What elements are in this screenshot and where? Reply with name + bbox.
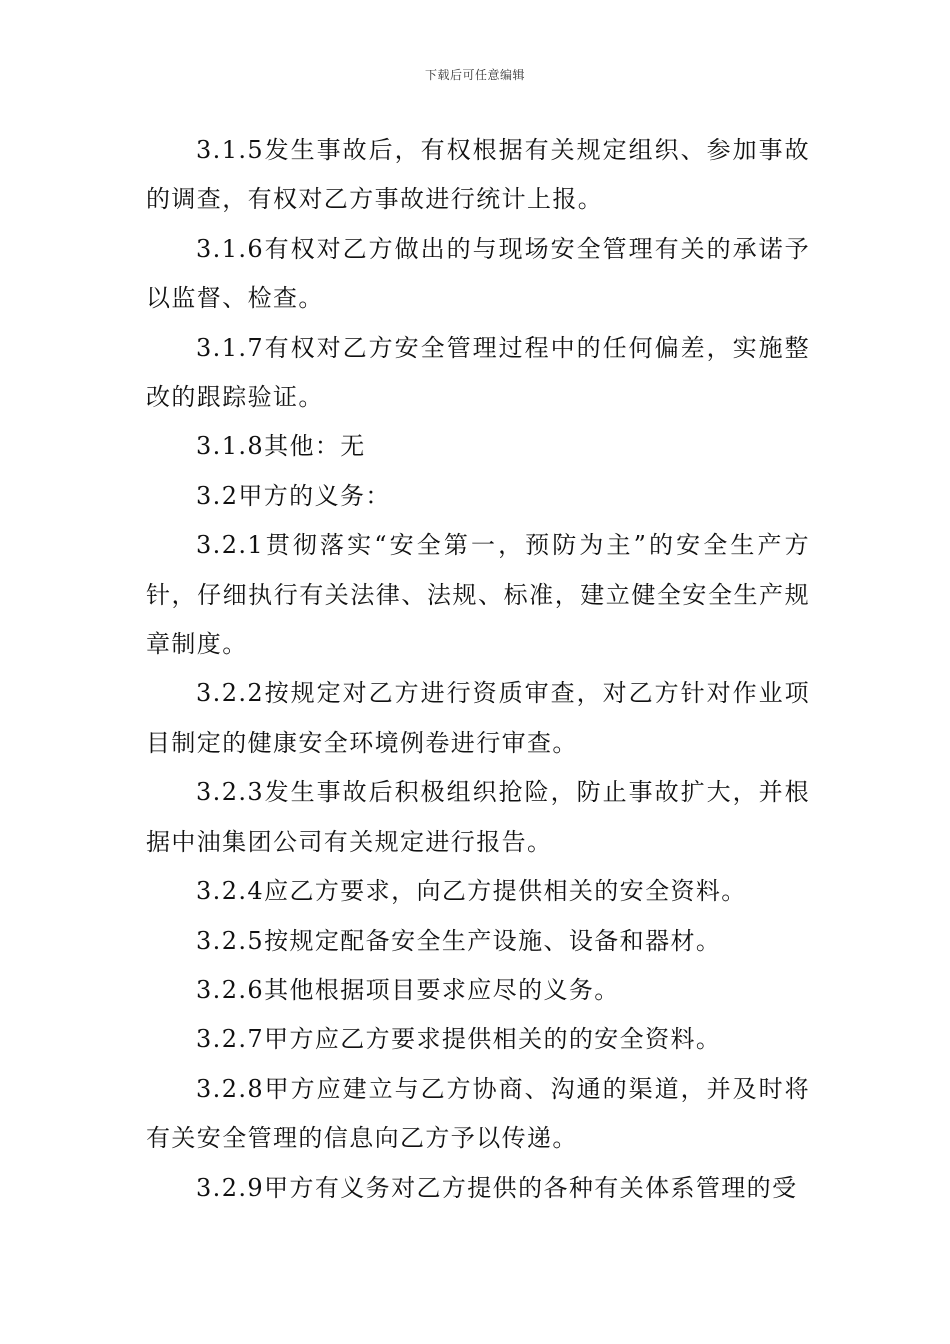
document-body: [146, 126, 810, 1213]
paragraph-3-2-6: 3.2.6其他根据项目要求应尽的义务。: [196, 975, 620, 1004]
paragraph-3-2-3: 3.2.3发生事故后积极组织抢险，防止事故扩大，并根据中油集团公司有关规定进行报告。: [146, 778, 810, 856]
paragraph-3-1-6: 3.1.6有权对乙方做出的与现场安全管理有关的承诺予以监督、检查。: [146, 234, 810, 313]
paragraph-3-1-7: 3.1.7有权对乙方安全管理过程中的任何偏差，实施整改的跟踪验证。: [146, 333, 810, 412]
paragraph-3-2-4: 3.2.4应乙方要求，向乙方提供相关的安全资料。: [196, 877, 747, 906]
paragraph-3-1-8: 3.1.8其他：无: [196, 432, 366, 461]
paragraph-3-2-5: 3.2.5按规定配备安全生产设施、设备和器材。: [196, 926, 722, 955]
paragraph-3-2-2: 3.2.2按规定对乙方进行资质审查，对乙方针对作业项目制定的健康安全环境例卷进行审查。: [146, 679, 810, 757]
paragraph-3-2-9: 3.2.9甲方有义务对乙方提供的各种有关体系管理的受: [196, 1173, 798, 1202]
paragraph-3-2-1: 3.2.1贯彻落实“安全第一，预防为主”的安全生产方针，仔细执行有关法律、法规、标准，建立健全安全生产规章制度。: [146, 531, 810, 659]
section-heading-3-2: 3.2甲方的义务：: [196, 481, 391, 510]
paragraph-3-2-7: 3.2.7甲方应乙方要求提供相关的的安全资料。: [196, 1025, 722, 1054]
page-header: 下载后可任意编辑: [424, 68, 525, 82]
paragraph-3-2-8: 3.2.8甲方应建立与乙方协商、沟通的渠道，并及时将有关安全管理的信息向乙方予以传递。: [146, 1074, 810, 1153]
paragraph-3-1-5: 3.1.5发生事故后，有权根据有关规定组织、参加事故的调查，有权对乙方事故进行统计上报。: [146, 136, 810, 214]
